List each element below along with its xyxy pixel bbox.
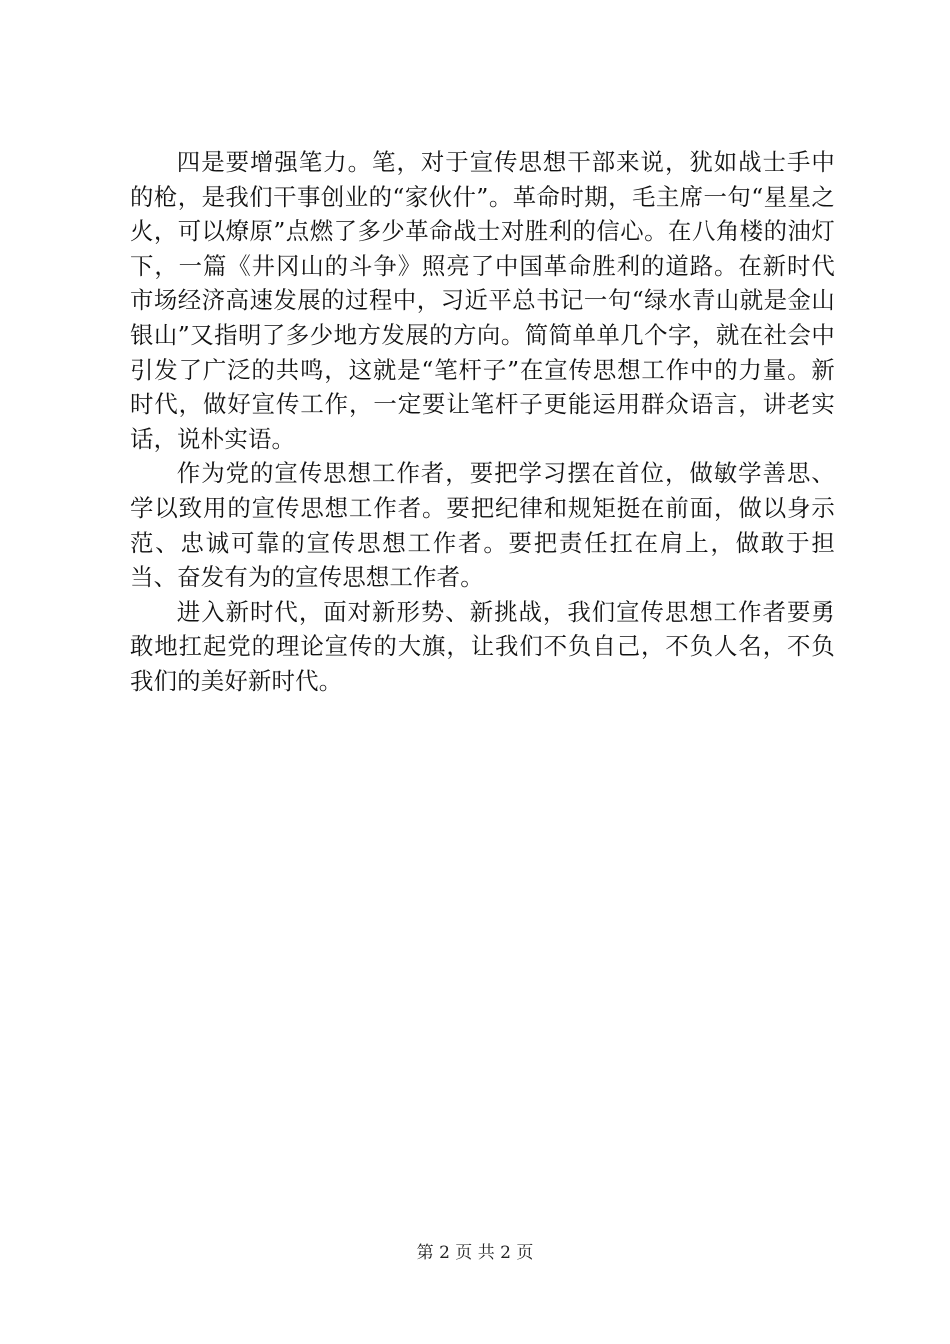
document-body (130, 145, 835, 699)
paragraph-1: 四是要增强笔力。笔，对于宣传思想干部来说，犹如战士手中的枪，是我们干事创业的“家伙什”。革命时期，毛主席一句“星星之火，可以燎原”点燃了多少革命战士对胜利的信心。在八角楼的油灯下，一篇《井冈山的斗争》照亮了中国革命胜利的道路。在新时代市场经济高速发展的过程中，习近平总书记一句“绿水青山就是金山银山”又指明了多少地方发展的方向。简简单单几个字，就在社会中引发了广泛的共鸣，这就是“笔杆子”在宣传思想工作中的力量。新时代，做好宣传工作，一定要让笔杆子更能运用群众语言，讲老实话，说朴实语。 (130, 148, 835, 453)
page-number-footer: 第 2 页 共 2 页 (416, 1243, 534, 1263)
paragraph-2: 作为党的宣传思想工作者，要把学习摆在首位，做敏学善思、学以致用的宣传思想工作者。要把纪律和规矩挺在前面，做以身示范、忠诚可靠的宣传思想工作者。要把责任扛在肩上，做敢于担当、奋发有为的宣传思想工作者。 (130, 459, 835, 592)
paragraph-3: 进入新时代，面对新形势、新挑战，我们宣传思想工作者要勇敢地扛起党的理论宣传的大旗，让我们不负自己，不负人名，不负我们的美好新时代。 (130, 597, 835, 695)
